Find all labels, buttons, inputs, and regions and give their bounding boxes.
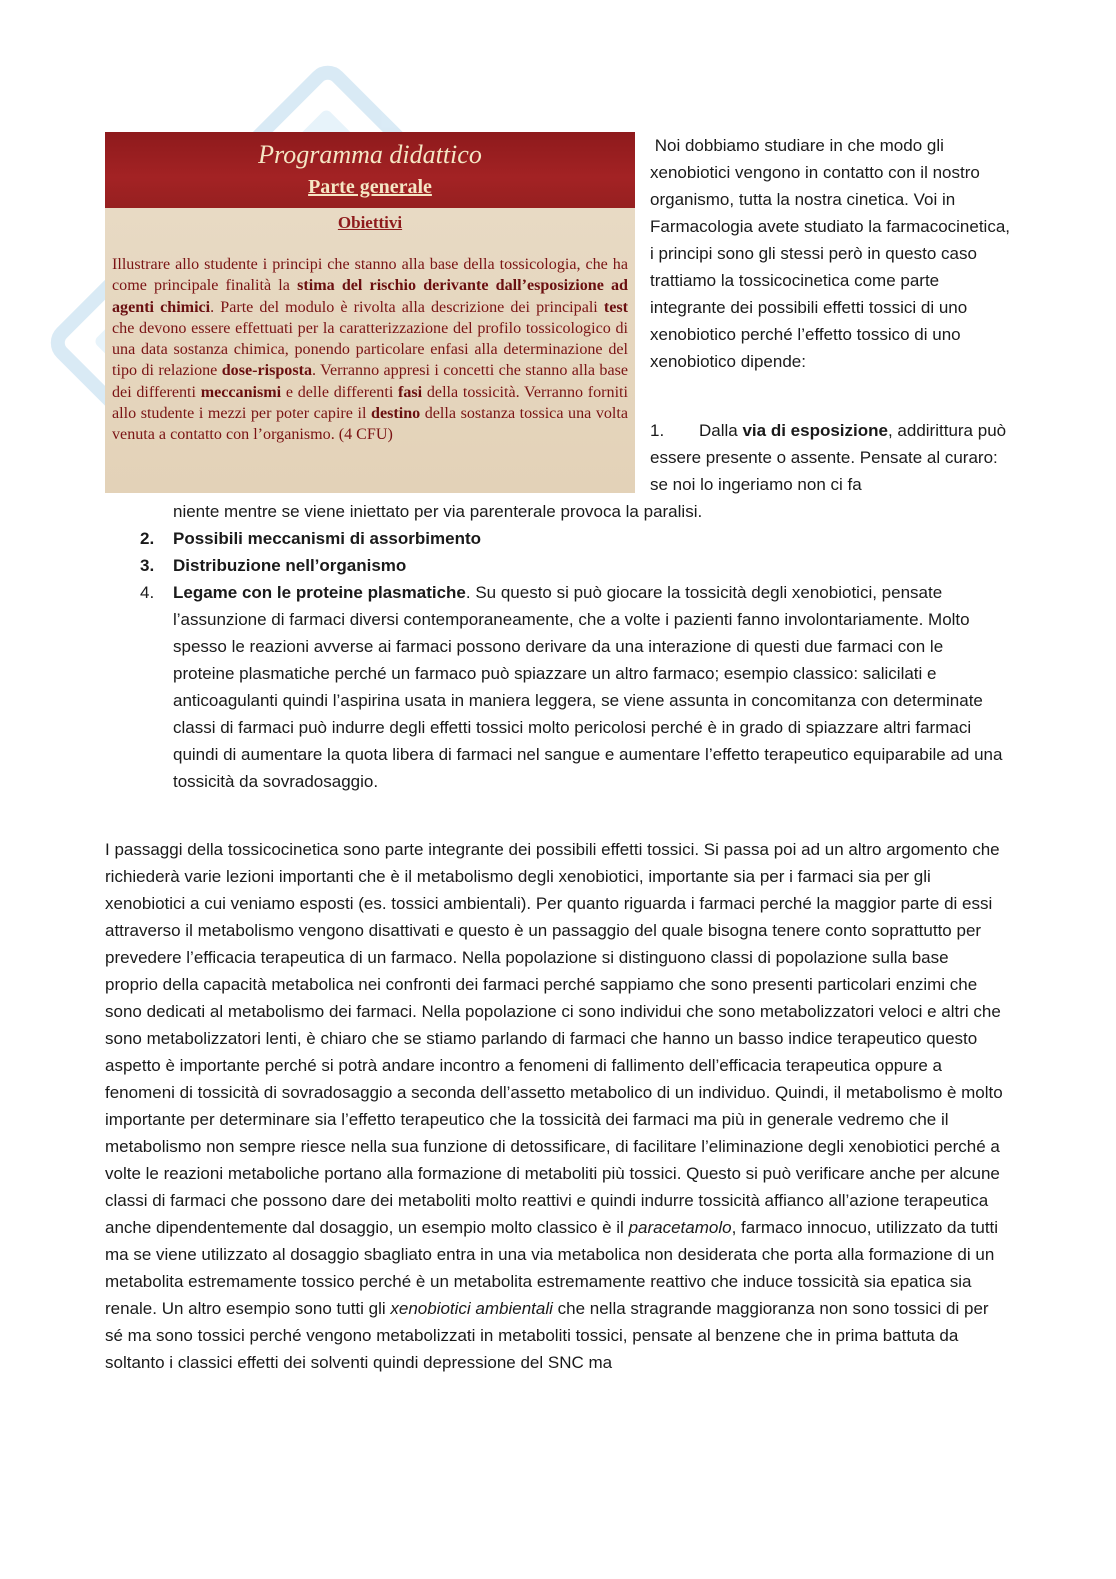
slide-header bbox=[105, 132, 635, 208]
slide-image bbox=[105, 132, 635, 493]
list-item-number: 2. bbox=[140, 529, 155, 548]
list-item: 3. Distribuzione nell’organismo bbox=[140, 552, 1008, 579]
numbered-list bbox=[140, 525, 1008, 795]
list-item-number: 3. bbox=[140, 556, 155, 575]
body-paragraph: I passaggi della tossicocinetica sono parte integrante dei possibili effetti tossici. Si passa poi ad un altro argomento che richiederà varie lezioni importanti che è il metabolismo degli xenobiotici, importante sia per i farmaci sia per gli xenobiotici a cui veniamo esposti (es. tossici ambientali). Per quanto riguarda i farmaci perché la maggior parte di essi attraverso il metabolismo vengono disattivati e questo è un passaggio del quale bisogna tenere conto soprattutto per prevedere l’efficacia terapeutica di un farmaco. Nella popolazione si distinguono classi di popolazione sulla base proprio della capacità metabolica nei confronti dei farmaci perché sappiamo che sono presenti particolari enzimi che sono dedicati al metabolismo dei farmaci. Nella popolazione ci sono individui che sono metabolizzatori veloci e altri che sono metabolizzatori lenti, è chiaro che se stiamo parlando di farmaci che hanno un basso indice terapeutico questo aspetto è importante perché si potrà andare incontro a fenomeni di fallimento dell’efficacia terapeutica oppure a fenomeni di tossicità di sovradosaggio a seconda dell’assetto metabolico di un individuo. Quindi, il metabolismo è molto importante per determinare sia l’effetto terapeutico che la tossicità dei farmaci ma più in generale vedremo che il metabolismo non sempre riesce nella sua funzione di detossificare, di facilitare l’eliminazione degli xenobiotici perché a volte le reazioni metaboliche portano alla formazione di metaboliti più tossici. Questo si può verificare anche per alcune classi di farmaci che possono dare dei metaboliti molto reattivi e quindi indurre tossicità affianco all’azione terapeutica anche dipendentemente dal dosaggio, un esempio molto classico è il paracetamolo, farmaco innocuo, utilizzato da tutti ma se viene utilizzato al dosaggio sbagliato entra in una via metabolica non desiderata che porta alla formazione di un metabolita estremamente tossico perché è un metabolita estremamente reattivo che induce tossicità sia epatica sia renale. Un altro esempio sono tutti gli xenobiotici ambientali che nella stragrande maggioranza non sono tossici di per sé ma sono tossici perché vengono metabolizzati in metaboliti tossici, pensate al benzene che in prima battuta da soltanto i classici effetti dei solventi quindi depressione del SNC ma bbox=[105, 840, 1003, 1372]
list-item: 2. Possibili meccanismi di assorbimento bbox=[140, 525, 1008, 552]
slide-title: Programma didattico bbox=[258, 140, 482, 169]
list-item: 1. Dalla via di esposizione, addirittura può essere presente o assente. Pensate al curaro: se noi lo ingeriamo non ci fa bbox=[650, 417, 1010, 498]
slide-section: Obiettivi bbox=[337, 213, 403, 232]
list-item-number: 1. bbox=[650, 421, 665, 440]
intro-paragraph: Noi dobbiamo studiare in che modo gli xenobiotici vengono in contatto con il nostro organismo, tutta la nostra cinetica. Voi in Farmacologia avete studiato la farmacocinetica, i principi sono gli stessi però in questo caso trattiamo la tossicocinetica come parte integrante dei possibili effetti tossici di uno xenobiotico perché l’effetto tossico di uno xenobiotico dipende: bbox=[650, 136, 1011, 371]
slide-body: Illustrare allo studente i principi che stanno alla base della tossicologia, che ha come principale finalità la stima del rischio derivante dall’esposizione ad agenti chimici. Parte del modulo è rivolta alla descrizione dei principali test che devono essere effettuati per la caratterizzazione del profilo tossicologico di una data sostanza chimica, ponendo particolare enfasi alla determinazione del tipo di relazione dose-risposta. Verranno appresi i concetti che stanno alla base dei differenti meccanismi e delle differenti fasi della tossicità. Verranno forniti allo studente i mezzi per poter capire il destino della sostanza tossica una volta venuta a contatto con l’organismo. (4 CFU) bbox=[112, 256, 629, 444]
list-item-number: 4. bbox=[140, 583, 155, 602]
slide-subtitle: Parte generale bbox=[308, 176, 432, 198]
list-item: 4. Legame con le proteine plasmatiche. Su questo si può giocare la tossicità degli xenobiotici, pensate l’assunzione di farmaci diversi contemporaneamente, che a volte i pazienti fanno involontariamente. Molto spesso le reazioni avverse ai farmaci possono derivare da una interazione di questi due farmaci con le proteine plasmatiche perché un farmaco può spiazzare un altro farmaco; esempio classico: salicilati e anticoagulanti quindi l’aspirina usata in maniera leggera, se viene assunta in concomitanza con determinate classi di farmaci può indurre degli effetti tossici molto pericolosi perché è in grado di spiazzare altri farmaci quindi di aumentare la quota libera di farmaci nel sangue e aumentare l’effetto terapeutico equiparabile ad una tossicità da sovradosaggio. bbox=[140, 579, 1008, 795]
list-item-continuation: niente mentre se viene iniettato per via parenterale provoca la paralisi. bbox=[173, 502, 703, 521]
